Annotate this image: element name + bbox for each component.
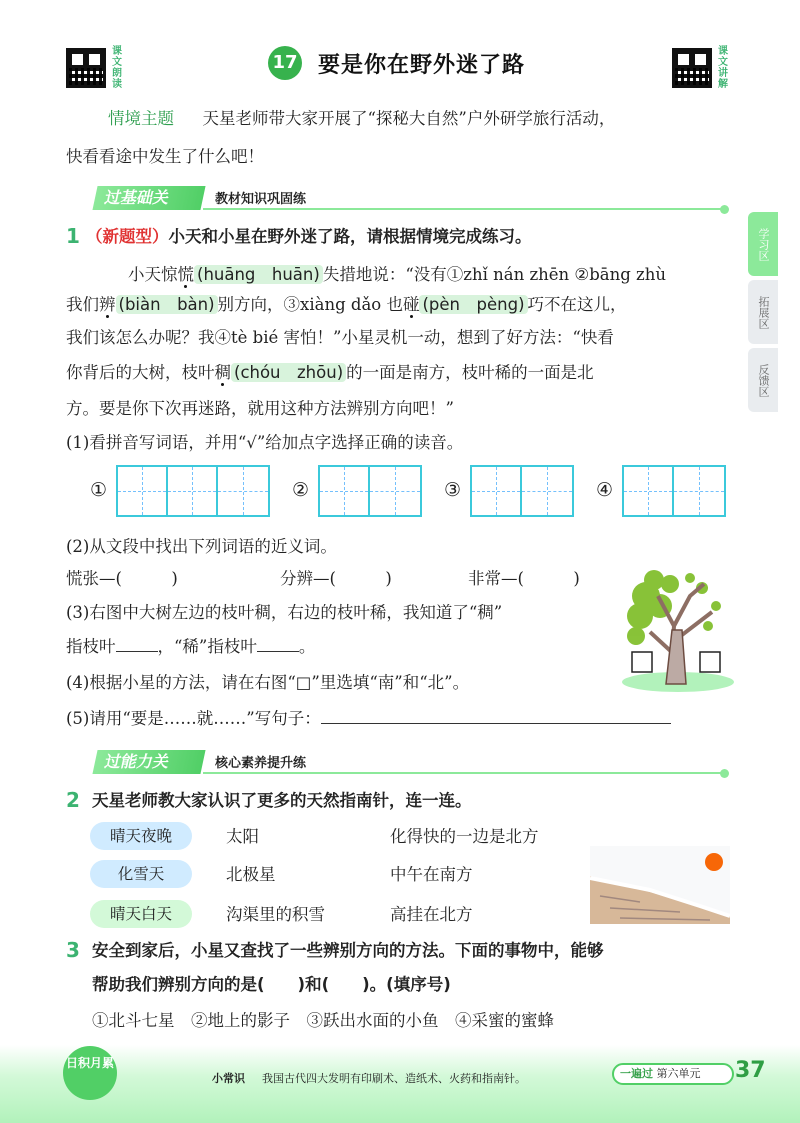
qr-left-label: 课文朗读 — [112, 46, 122, 90]
side-tab-feedback[interactable]: 反馈区 — [748, 348, 778, 412]
question-1-number: 1 — [66, 224, 80, 248]
text: 指枝叶 — [66, 637, 116, 656]
pinyin-choice[interactable]: (biàn bàn) — [116, 295, 218, 314]
pinyin-options: huāng huān — [203, 265, 314, 284]
question-3-options[interactable]: ①北斗七星 ②地上的影子 ③跃出水面的小鱼 ④采蜜的蜜蜂 — [92, 1011, 554, 1030]
grid-label-1: ① — [90, 479, 108, 501]
intro-line-1 — [108, 106, 615, 132]
intro-label: 情境主题 — [108, 109, 174, 128]
grid-cell[interactable] — [522, 467, 572, 515]
writing-grid-3[interactable] — [470, 465, 574, 517]
dotted-char: 碰 — [402, 295, 420, 314]
passage-text: 我们 — [66, 295, 99, 314]
passage-text: 你背后的大树，枝叶 — [66, 363, 215, 382]
match-right-3[interactable]: 高挂在北方 — [390, 905, 473, 924]
pinyin-choice[interactable]: (pèn pèng) — [419, 295, 527, 314]
text: 。 — [298, 637, 316, 656]
footer-note-text: 我国古代四大发明有印刷术、造纸术、火药和指南针。 — [262, 1072, 526, 1085]
match-left-3[interactable]: 晴天白天 — [90, 900, 192, 928]
tree-illustration — [620, 566, 736, 694]
trunk — [666, 630, 686, 684]
question-2-number: 2 — [66, 788, 80, 812]
new-type-tag: （新题型） — [86, 227, 169, 246]
writing-grid-4[interactable] — [622, 465, 726, 517]
section-banner-ability — [95, 750, 725, 774]
text: (5)请用“要是……就……”写句子： — [66, 709, 321, 728]
section-tab-ability: 过能力关 — [92, 750, 205, 774]
passage-text: 的一面是南方，枝叶稀的一面是北 — [346, 363, 594, 382]
sub-question-2: (2)从文段中找出下列词语的近义词。 — [66, 537, 337, 556]
grid-label-2: ② — [292, 479, 310, 501]
page-number: 37 — [735, 1058, 766, 1083]
grid-cell[interactable] — [168, 467, 218, 515]
grid-label-3: ③ — [444, 479, 462, 501]
section-tab-basic: 过基础关 — [92, 186, 205, 210]
sub-question-4: (4)根据小星的方法，请在右图“□”里选填“南”和“北”。 — [66, 673, 470, 692]
lesson-number-badge: 17 — [268, 46, 302, 80]
dotted-char: 慌 — [177, 265, 194, 284]
intro-text-1: 天星老师带大家开展了“探秘大自然”户外研学旅行活动， — [202, 109, 616, 128]
passage-text: 别方向，③xiàng dǎo 也 — [217, 295, 403, 314]
passage-text: 巧不在这儿， — [527, 295, 627, 314]
question-3-prompt-1: 安全到家后，小星又查找了一些辨别方向的方法。下面的事物中，能够 — [92, 941, 604, 960]
sun-mountain-illustration — [590, 846, 730, 924]
writing-grid-2[interactable] — [318, 465, 422, 517]
dotted-char: 稠 — [214, 363, 231, 382]
question-1-prompt — [86, 224, 532, 250]
grid-cell[interactable] — [370, 467, 420, 515]
question-3-number: 3 — [66, 938, 80, 962]
intro-line-2: 快看看途中发生了什么吧！ — [66, 147, 264, 166]
match-middle-1[interactable]: 太阳 — [226, 827, 259, 846]
passage-line-4 — [66, 360, 594, 386]
qr-code-right[interactable] — [672, 48, 712, 88]
match-right-1[interactable]: 化得快的一边是北方 — [390, 827, 539, 846]
answer-box-left — [632, 652, 652, 672]
sub-question-1: (1)看拼音写词语，并用“√”给加点字选择正确的读音。 — [66, 433, 464, 452]
sub-question-3-line-1: (3)右图中大树左边的枝叶稠，右边的枝叶稀，我知道了“稠” — [66, 603, 503, 622]
grid-cell[interactable] — [118, 467, 168, 515]
banner-dot — [720, 205, 729, 214]
grid-cell[interactable] — [218, 467, 268, 515]
match-left-1[interactable]: 晴天夜晚 — [90, 822, 192, 850]
series-name: 一遍过 — [620, 1067, 653, 1080]
match-left-2[interactable]: 化雪天 — [90, 860, 192, 888]
blank-sparse[interactable] — [257, 634, 299, 652]
section-subtitle-ability: 核心素养提升练 — [215, 756, 307, 771]
passage-line-2 — [66, 292, 627, 318]
synonym-2[interactable]: 分辨—( ) — [280, 569, 392, 588]
grid-cell[interactable] — [674, 467, 724, 515]
section-banner-basic — [95, 186, 725, 210]
banner-dot — [720, 769, 729, 778]
synonym-3[interactable]: 非常—( ) — [468, 569, 580, 588]
passage-text: 失措地说：“没有①zhǐ nán zhēn ②bāng zhù — [322, 265, 666, 284]
synonym-1[interactable]: 慌张—( ) — [66, 569, 178, 588]
daily-accumulation-badge: 日积月累 — [63, 1046, 117, 1100]
writing-grid-1[interactable] — [116, 465, 270, 517]
passage-line-3: 我们该怎么办呢？我④tè bié 害怕！”小星灵机一动，想到了好方法：“快看 — [66, 328, 614, 347]
text: ，“稀”指枝叶 — [157, 637, 257, 656]
match-middle-2[interactable]: 北极星 — [226, 865, 276, 884]
grid-label-4: ④ — [596, 479, 614, 501]
sub-question-5 — [66, 706, 671, 732]
qr-code-left[interactable] — [66, 48, 106, 88]
footer-note — [212, 1070, 526, 1086]
pinyin-choice[interactable]: (chóu zhōu) — [231, 363, 346, 382]
passage-line-1 — [128, 262, 666, 288]
passage-line-5: 方。要是你下次再迷路，就用这种方法辨别方向吧！” — [66, 399, 454, 418]
page-title: 要是你在野外迷了路 — [318, 53, 526, 78]
section-subtitle-basic: 教材知识巩固练 — [215, 192, 307, 207]
pinyin-options: biàn bàn — [124, 295, 209, 314]
grid-cell[interactable] — [472, 467, 522, 515]
grid-cell[interactable] — [624, 467, 674, 515]
blank-dense[interactable] — [116, 634, 158, 652]
match-right-2[interactable]: 中午在南方 — [390, 865, 473, 884]
pinyin-choice[interactable]: (huāng huān) — [194, 265, 323, 284]
banner-line — [203, 208, 725, 210]
pinyin-options: chóu zhōu — [240, 363, 337, 382]
banner-line — [203, 772, 725, 774]
answer-box-right — [700, 652, 720, 672]
sun — [705, 853, 723, 871]
dotted-char: 辨 — [99, 295, 116, 314]
sentence-blank[interactable] — [321, 706, 671, 724]
side-tab-study[interactable]: 学习区 — [748, 212, 778, 276]
unit-badge — [612, 1063, 734, 1085]
pinyin-options: pèn pèng — [428, 295, 519, 314]
qr-right-label: 课文讲解 — [718, 46, 728, 90]
side-tab-extend[interactable]: 拓展区 — [748, 280, 778, 344]
match-middle-3[interactable]: 沟渠里的积雪 — [226, 905, 325, 924]
question-1-text: 小天和小星在野外迷了路，请根据情境完成练习。 — [168, 227, 532, 246]
unit-name: 第六单元 — [656, 1067, 701, 1080]
footer-note-label: 小常识 — [212, 1072, 245, 1085]
sub-question-3-line-2 — [66, 634, 315, 660]
grid-cell[interactable] — [320, 467, 370, 515]
passage-text: 小天惊 — [128, 265, 178, 284]
question-3-prompt-2: 帮助我们辨别方向的是( )和( )。(填序号) — [92, 975, 451, 994]
question-2-prompt: 天星老师教大家认识了更多的天然指南针，连一连。 — [92, 791, 472, 810]
